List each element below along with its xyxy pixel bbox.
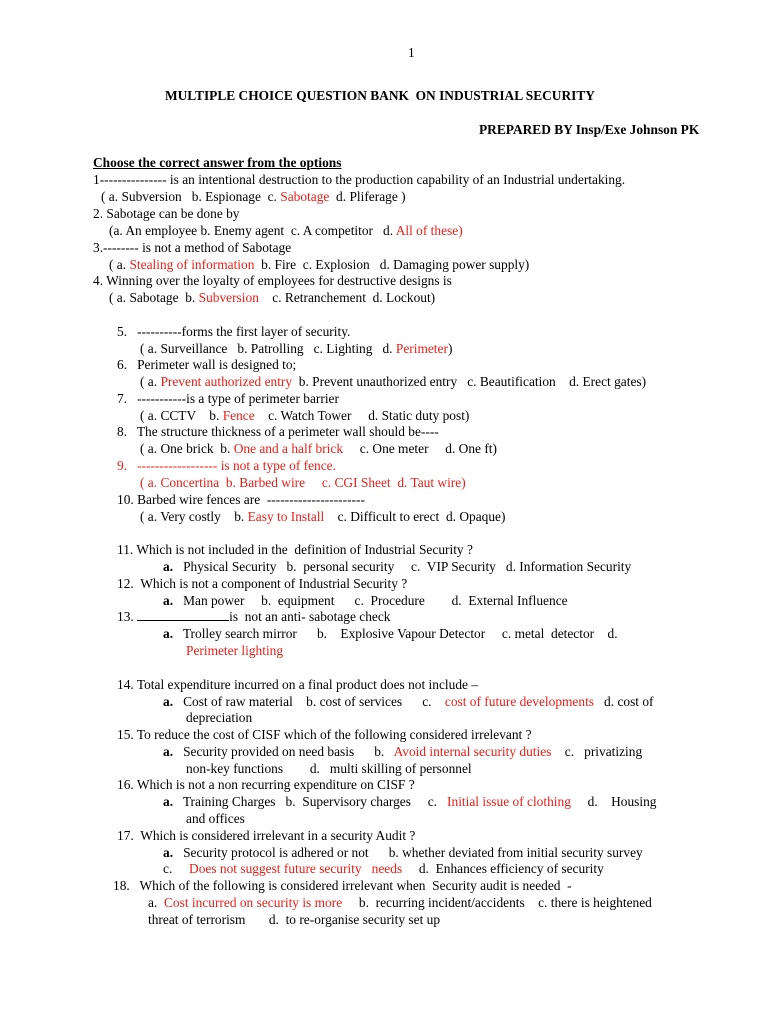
line-text: c. Difficult to erect d. Opaque) <box>324 509 506 524</box>
question-line <box>117 391 339 407</box>
option-letter: a. <box>163 794 174 809</box>
line-text: threat of terrorism d. to re-organise security set up <box>148 912 441 927</box>
page-number: 1 <box>408 45 415 60</box>
options-line <box>109 223 463 239</box>
answer-text: Stealing of information <box>129 257 255 272</box>
option-letter: a. <box>163 559 174 574</box>
answer-text: Perimeter lighting <box>186 643 284 658</box>
line-text: Security provided on need basis b. <box>173 744 394 759</box>
question-line <box>93 172 625 188</box>
line-text: 15. To reduce the cost of CISF which of the following considered irrelevant ? <box>117 727 532 742</box>
line-text: 3.-------- is not a method of Sabotage <box>93 240 292 255</box>
question-line <box>117 324 350 340</box>
line-text: ( a. One brick b. <box>140 441 234 456</box>
line-text: b. Fire c. Explosion d. Damaging power supply) <box>254 257 530 272</box>
options-line <box>109 290 435 306</box>
line-text: c. Retranchement d. Lockout) <box>258 290 436 305</box>
line-text: 4. Winning over the loyalty of employees for destructive designs is <box>93 273 452 288</box>
line-text: ( a. <box>140 374 161 389</box>
line-text: 11. Which is not included in the definition of Industrial Security ? <box>117 542 473 557</box>
question-line <box>117 458 336 474</box>
options-line <box>186 811 245 827</box>
answer-text: Prevent authorized entry <box>160 374 293 389</box>
line-text: 13. <box>117 609 138 624</box>
options-line <box>140 374 646 390</box>
options-line <box>163 744 642 760</box>
option-letter: a. <box>163 626 174 641</box>
options-line <box>140 408 469 424</box>
line-text: 16. Which is not a non recurring expenditure on CISF ? <box>117 777 415 792</box>
line-text: ( a. Subversion b. Espionage c. <box>101 189 281 204</box>
option-letter: a. <box>163 593 174 608</box>
line-text: b. recurring incident/accidents c. there is heightened <box>342 895 652 910</box>
fill-in-blank <box>137 609 229 621</box>
line-text: d. Housing <box>570 794 657 809</box>
line-text: a. <box>148 895 164 910</box>
options-line <box>163 861 604 877</box>
answer-text: Does not suggest future security needs <box>189 861 403 876</box>
answer-text: Avoid internal security duties <box>393 744 552 759</box>
line-text: ( a. Surveillance b. Patrolling c. Lighting d. <box>140 341 396 356</box>
line-text: non-key functions d. multi skilling of personnel <box>186 761 472 776</box>
question-line <box>117 609 390 625</box>
options-line <box>148 912 440 928</box>
line-text: 7. -----------is a type of perimeter barrier <box>117 391 339 406</box>
options-line <box>140 509 505 525</box>
line-text: 8. The structure thickness of a perimeter wall should be---- <box>117 424 439 439</box>
options-line <box>163 845 643 861</box>
option-letter: a. <box>163 845 174 860</box>
answer-text: Perimeter <box>395 341 448 356</box>
options-line <box>109 257 529 273</box>
answer-text: Subversion <box>198 290 259 305</box>
options-line <box>186 710 252 726</box>
line-text: Cost of raw material b. cost of services c. <box>173 694 445 709</box>
answer-text: Easy to Install <box>247 509 325 524</box>
line-text: ) <box>447 341 453 356</box>
line-text: 14. Total expenditure incurred on a final product does not include – <box>117 677 479 692</box>
options-line <box>163 559 631 575</box>
line-text: ( a. Very costly b. <box>140 509 248 524</box>
question-line <box>117 542 473 558</box>
options-line <box>140 341 452 357</box>
answer-text: 9. ------------------ is not a type of fence. <box>117 458 336 473</box>
answer-text: Sabotage <box>280 189 330 204</box>
question-line <box>93 273 452 289</box>
line-text: ( a. CCTV b. <box>140 408 223 423</box>
line-text: d. Pliferage ) <box>329 189 406 204</box>
line-text: depreciation <box>186 710 253 725</box>
document-title: MULTIPLE CHOICE QUESTION BANK ON INDUSTRIAL SECURITY <box>165 88 595 103</box>
question-line <box>117 727 532 743</box>
line-text: Physical Security b. personal security c. VIP Security d. Information Security <box>173 559 632 574</box>
options-line <box>163 694 654 710</box>
question-line <box>113 878 572 894</box>
options-line <box>163 593 568 609</box>
options-line <box>163 794 656 810</box>
line-text: c. privatizing <box>551 744 643 759</box>
line-text: c. One meter d. One ft) <box>343 441 497 456</box>
question-line <box>117 777 415 793</box>
question-line <box>117 424 439 440</box>
line-text: 1--------------- is an intentional destruction to the production capability of an Industrial undertaking. <box>93 172 626 187</box>
line-text: 6. Perimeter wall is designed to; <box>117 357 297 372</box>
line-text: 12. Which is not a component of Industrial Security ? <box>117 576 408 591</box>
line-text: Security protocol is adhered or not b. whether deviated from initial security survey <box>173 845 643 860</box>
answer-text: All of these) <box>395 223 463 238</box>
line-text: 2. Sabotage can be done by <box>93 206 240 221</box>
line-text: 18. Which of the following is considered irrelevant when Security audit is needed - <box>113 878 572 893</box>
options-line <box>186 761 472 777</box>
line-text: is not an anti- sabotage check <box>229 609 391 624</box>
options-line <box>140 475 466 491</box>
line-text: b. Prevent unauthorized entry c. Beautification d. Erect gates) <box>292 374 647 389</box>
question-line <box>117 357 296 373</box>
line-text: (a. An employee b. Enemy agent c. A competitor d. <box>109 223 396 238</box>
instruction-heading: Choose the correct answer from the options <box>93 155 342 170</box>
answer-text: ( a. Concertina b. Barbed wire c. CGI Sheet d. Taut wire) <box>140 475 466 490</box>
author-line: PREPARED BY Insp/Exe Johnson PK <box>479 122 700 137</box>
line-text: and offices <box>186 811 245 826</box>
answer-text: One and a half brick <box>233 441 344 456</box>
line-text: c. <box>163 861 190 876</box>
answer-text: Fence <box>222 408 255 423</box>
options-line <box>148 895 652 911</box>
answer-text: Cost incurred on security is more <box>164 895 343 910</box>
line-text: ( a. Sabotage b. <box>109 290 199 305</box>
answer-text: Initial issue of clothing <box>447 794 571 809</box>
question-line <box>117 492 365 508</box>
options-line <box>186 643 283 659</box>
line-text: 17. Which is considered irrelevant in a security Audit ? <box>117 828 416 843</box>
options-line <box>101 189 406 205</box>
line-text: 10. Barbed wire fences are ---------------------- <box>117 492 365 507</box>
line-text: c. Watch Tower d. Static duty post) <box>254 408 470 423</box>
option-letter: a. <box>163 694 174 709</box>
line-text: Trolley search mirror b. Explosive Vapour Detector c. metal detector d. <box>173 626 618 641</box>
question-line <box>93 240 291 256</box>
question-line <box>93 206 240 222</box>
option-letter: a. <box>163 744 174 759</box>
line-text: d. cost of <box>594 694 654 709</box>
line-text: ( a. <box>109 257 130 272</box>
question-line <box>117 677 478 693</box>
question-line <box>117 576 407 592</box>
answer-text: cost of future developments <box>444 694 595 709</box>
question-line <box>117 828 415 844</box>
options-line <box>140 441 497 457</box>
line-text: 5. ----------forms the first layer of security. <box>117 324 351 339</box>
line-text: d. Enhances efficiency of security <box>402 861 604 876</box>
line-text: Man power b. equipment c. Procedure d. External Influence <box>173 593 568 608</box>
options-line <box>163 626 618 642</box>
line-text: Training Charges b. Supervisory charges c. <box>173 794 448 809</box>
